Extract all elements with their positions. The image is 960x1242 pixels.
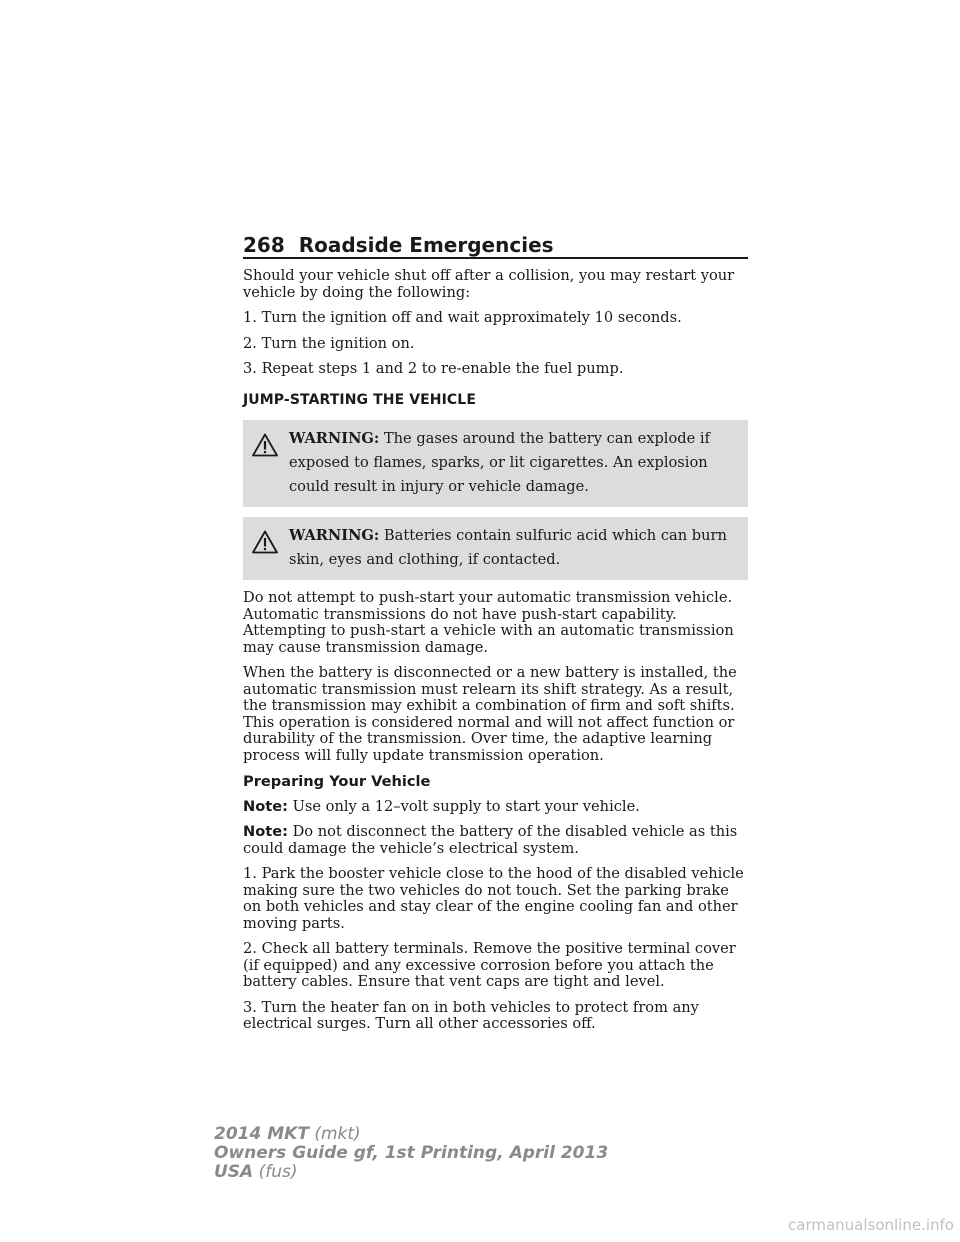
prep-step: 2. Check all battery terminals. Remove the positive terminal cover (if equipped) and any excessive corrosion before you attach the battery cables. Ensure that vent caps are tight and level.	[243, 940, 736, 990]
prep-step: 3. Turn the heater fan on in both vehicles to protect from any electrical surges. Turn all other accessories off.	[243, 998, 699, 1032]
footer-line	[214, 1163, 608, 1182]
prep-step: 1. Park the booster vehicle close to the hood of the disabled vehicle making sure the two vehicles do not touch. Set the parking brake on both vehicles and stay clear of the engine cooling fan and other moving parts.	[243, 865, 744, 932]
page-title: Roadside Emergencies	[298, 233, 554, 257]
watermark: carmanualsonline.info	[788, 1216, 954, 1234]
footer-line	[214, 1125, 608, 1144]
warning-box	[243, 517, 748, 580]
page-header	[243, 226, 748, 259]
note-text: Do not disconnect the battery of the disabled vehicle as this could damage the vehicle’s electrical system.	[243, 823, 738, 857]
warning-text: The gases around the battery can explode if exposed to flames, sparks, or lit cigarettes. An explosion could result in injury or vehicle damage.	[289, 430, 710, 495]
subheading: Preparing Your Vehicle	[243, 773, 431, 790]
warning-text: Batteries contain sulfuric acid which can burn skin, eyes and clothing, if contacted.	[289, 527, 727, 568]
note	[243, 824, 748, 857]
warning-triangle-icon	[252, 530, 278, 554]
intro-step: 3. Repeat steps 1 and 2 to re-enable the fuel pump.	[243, 360, 624, 377]
note	[243, 799, 748, 816]
intro-step: 1. Turn the ignition off and wait approximately 10 seconds.	[243, 309, 682, 326]
footer-line	[214, 1144, 608, 1163]
warning-triangle-icon	[252, 433, 278, 457]
section-heading: JUMP-STARTING THE VEHICLE	[243, 391, 476, 408]
body-paragraph: Do not attempt to push-start your automatic transmission vehicle. Automatic transmissions do not have push-start capability. Attempting to push-start a vehicle with an automatic transmission may cause transmission damage.	[243, 589, 734, 656]
page-content	[243, 268, 748, 1042]
body-paragraph: When the battery is disconnected or a new battery is installed, the automatic transmission must relearn its shift strategy. As a result, the transmission may exhibit a combination of firm and soft shifts. This operation is considered normal and will not affect function or durability of the transmission. Over time, the adaptive learning process will fully update transmission operation.	[243, 664, 737, 764]
intro-step: 2. Turn the ignition on.	[243, 334, 415, 352]
footer-region-code: (fus)	[258, 1162, 298, 1182]
footer-model-code: (mkt)	[314, 1124, 361, 1144]
intro-paragraph: Should your vehicle shut off after a collision, you may restart your vehicle by doing the following:	[243, 267, 735, 301]
note-text: Use only a 12–volt supply to start your vehicle.	[292, 797, 640, 815]
note-label: Note:	[243, 797, 288, 815]
warning-box	[243, 420, 748, 507]
footer-region: USA	[214, 1162, 254, 1182]
footer-model: 2014 MKT	[214, 1124, 309, 1144]
warning-label: WARNING:	[289, 430, 380, 447]
footer-printing: Owners Guide gf, 1st Printing, April 2013	[214, 1143, 609, 1163]
document-footer	[214, 1125, 608, 1182]
warning-label: WARNING:	[289, 527, 380, 544]
page-number: 268	[243, 233, 285, 257]
note-label: Note:	[243, 823, 288, 840]
